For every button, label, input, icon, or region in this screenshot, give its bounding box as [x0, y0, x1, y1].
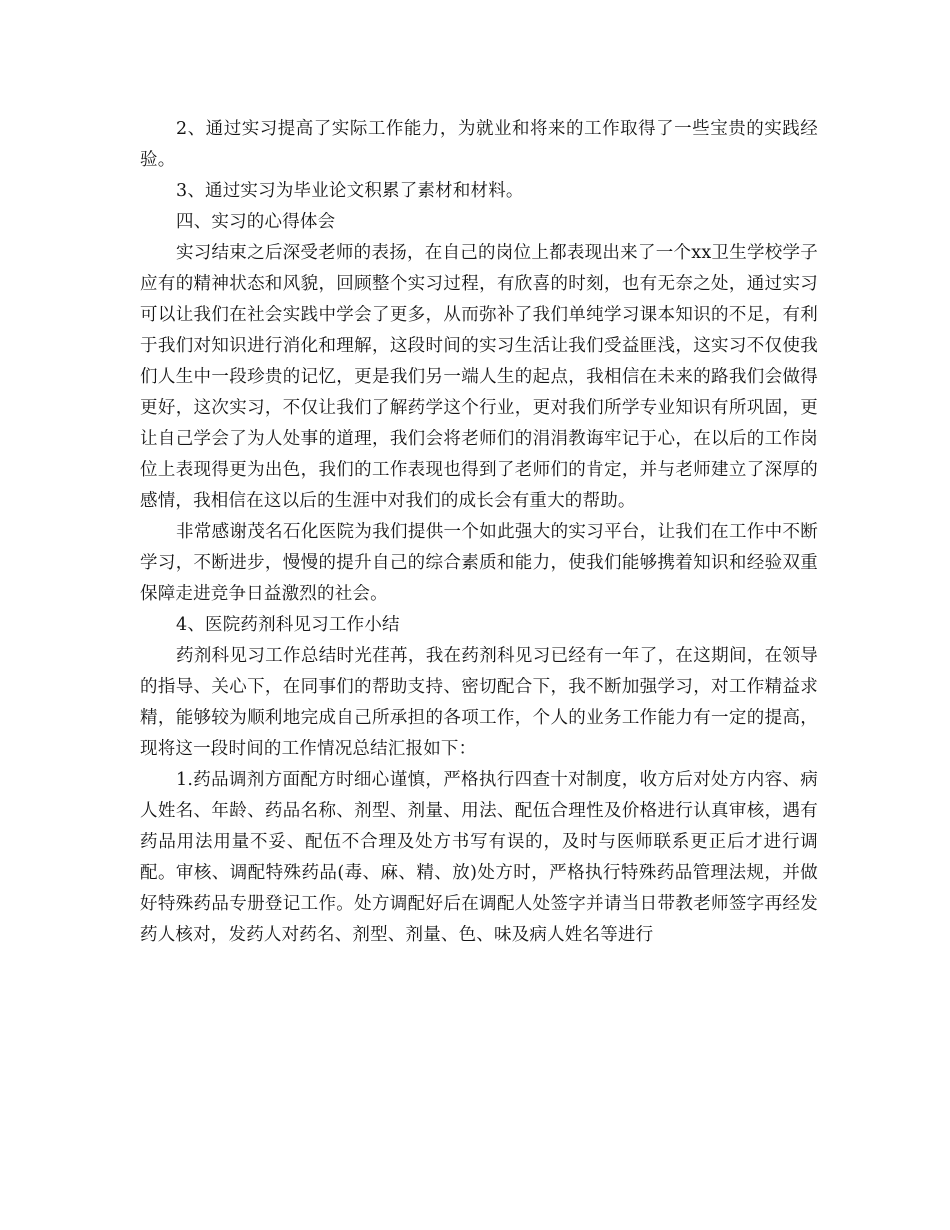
section-heading-experience: 四、实习的心得体会 [176, 212, 336, 232]
document-page [140, 114, 818, 951]
paragraph-thesis-material: 3、通过实习为毕业论文积累了素材和材料。 [176, 181, 524, 201]
paragraph-internship-reflection: 实习结束之后深受老师的表扬，在自己的岗位上都表现出来了一个xx卫生学校学子应有的精神状态和风貌，回顾整个实习过程，有欣喜的时刻，也有无奈之处，通过实习可以让我们在社会实践中学会了更多，从而弥补了我们单纯学习课本知识的不足，有利于我们对知识进行消化和理解，这段时间的实习生活让我们受益匪浅，这实习不仅使我们人生中一段珍贵的记忆，更是我们另一端人生的起点，我相信在未来的路我们会做得更好，这次实习，不仅让我们了解药学这个行业，更对我们所学专业知识有所巩固，更让自己学会了为人处事的道理，我们会将老师们的涓涓教诲牢记于心，在以后的工作岗位上表现得更为出色，我们的工作表现也得到了老师们的肯定，并与老师建立了深厚的感情，我相信在这以后的生涯中对我们的成长会有重大的帮助。 [140, 243, 818, 511]
paragraph-dispensing: 1.药品调剂方面配方时细心谨慎，严格执行四查十对制度，收方后对处方内容、病人姓名、年龄、药品名称、剂型、剂量、用法、配伍合理性及价格进行认真审核，遇有药品用法用量不妥、配伍不合理及处方书写有误的，及时与医师联系更正后才进行调配。审核、调配特殊药品(毒、麻、精、放)处方时，严格执行特殊药品管理法规，并做好特殊药品专册登记工作。处方调配好后在调配人处签字并请当日带教老师签字再经发药人核对，发药人对药名、剂型、剂量、色、味及病人姓名等进行 [140, 770, 818, 945]
paragraph-practical-ability: 2、通过实习提高了实际工作能力，为就业和将来的工作取得了一些宝贵的实践经验。 [140, 119, 818, 170]
section-heading-pharmacy-summary: 4、医院药剂科见习工作小结 [176, 615, 400, 635]
paragraph-pharmacy-intro: 药剂科见习工作总结时光荏苒，我在药剂科见习已经有一年了，在这期间，在领导的指导、关心下，在同事们的帮助支持、密切配合下，我不断加强学习，对工作精益求精，能够较为顺利地完成自己所承担的各项工作，个人的业务工作能力有一定的提高，现将这一段时间的工作情况总结汇报如下： [140, 646, 818, 759]
paragraph-thanks: 非常感谢茂名石化医院为我们提供一个如此强大的实习平台，让我们在工作中不断学习，不断进步，慢慢的提升自己的综合素质和能力，使我们能够携着知识和经验双重保障走进竞争日益激烈的社会。 [140, 522, 818, 604]
